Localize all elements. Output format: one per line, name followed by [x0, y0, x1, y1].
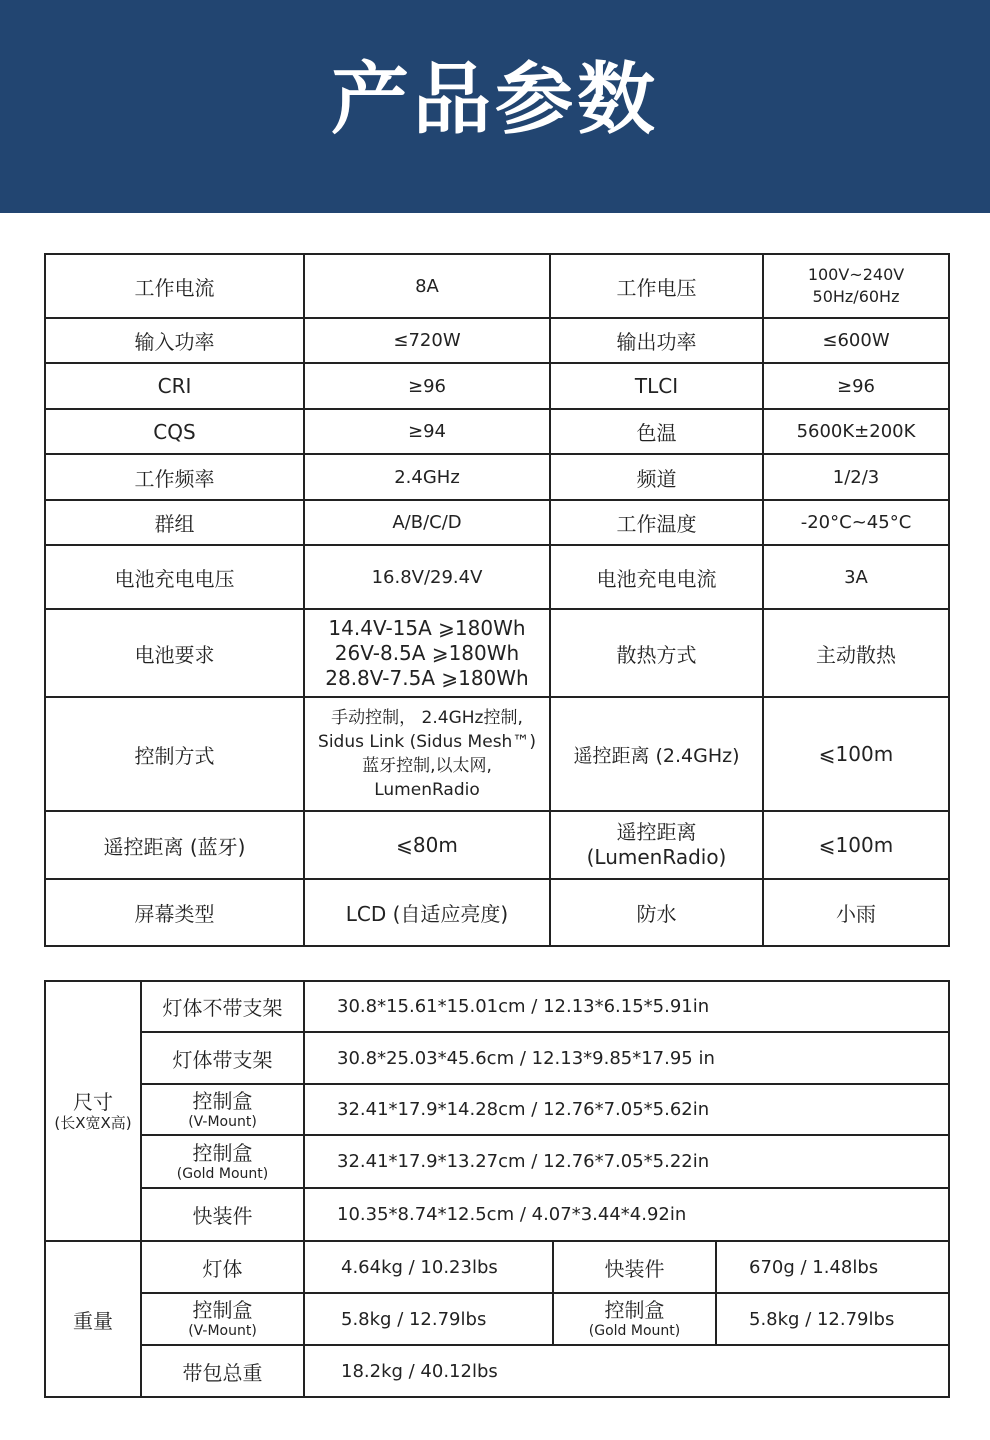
- label-line: (LumenRadio): [586, 845, 727, 869]
- param-value: [304, 697, 550, 811]
- weight-item-value: 5.8kg / 12.79lbs: [304, 1293, 553, 1345]
- param-label: 电池充电电压: [45, 545, 304, 609]
- param-label: 遥控距离 (2.4GHz): [550, 697, 763, 811]
- param-value: A/B/C/D: [304, 500, 550, 545]
- table-row: [45, 254, 949, 318]
- value-line: Sidus Link (Sidus Mesh™): [318, 732, 536, 752]
- size-item-label: [141, 1084, 304, 1135]
- weight-item-value: 5.8kg / 12.79lbs: [716, 1293, 949, 1345]
- param-label: 屏幕类型: [45, 879, 304, 946]
- param-value: ≤600W: [763, 318, 949, 363]
- value-line: 50Hz/60Hz: [812, 287, 900, 306]
- table-row: [45, 454, 949, 500]
- weight-item-label: 快装件: [553, 1241, 716, 1293]
- value-line: 14.4V-15A ⩾180Wh: [328, 615, 526, 640]
- param-label: CQS: [45, 409, 304, 454]
- table-row: [45, 1188, 949, 1241]
- value-line: 手动控制， 2.4GHz控制,: [331, 708, 523, 728]
- param-label: 防水: [550, 879, 763, 946]
- param-label: 工作温度: [550, 500, 763, 545]
- param-label: 工作频率: [45, 454, 304, 500]
- weight-item-label: [141, 1293, 304, 1345]
- size-item-value: 30.8*15.61*15.01cm / 12.13*6.15*5.91in: [304, 981, 949, 1032]
- value-line: 100V~240V: [807, 265, 905, 284]
- label-main: 控制盒: [604, 1298, 665, 1322]
- label-sub: (Gold Mount): [176, 1165, 269, 1182]
- param-value: ≥96: [763, 363, 949, 409]
- table-row: [45, 811, 949, 879]
- label-sub: (V-Mount): [188, 1113, 257, 1130]
- param-value: 3A: [763, 545, 949, 609]
- table-row: [45, 363, 949, 409]
- page-title: 产品参数: [330, 55, 659, 145]
- param-value: ⩽80m: [304, 811, 550, 879]
- param-value: ⩽100m: [763, 697, 949, 811]
- table-row: [45, 500, 949, 545]
- param-label: 散热方式: [550, 609, 763, 697]
- weight-item-label: 灯体: [141, 1241, 304, 1293]
- param-label: 工作电流: [45, 254, 304, 318]
- table-row: [45, 697, 949, 811]
- size-item-label: [141, 1135, 304, 1188]
- param-value: 小雨: [763, 879, 949, 946]
- size-group-label: [45, 981, 141, 1241]
- param-value: 8A: [304, 254, 550, 318]
- table-row: [45, 981, 949, 1032]
- size-item-value: 10.35*8.74*12.5cm / 4.07*3.44*4.92in: [304, 1188, 949, 1241]
- table-row: [45, 1241, 949, 1293]
- param-label: 输出功率: [550, 318, 763, 363]
- table-row: [45, 1135, 949, 1188]
- weight-item-label: [553, 1293, 716, 1345]
- table-row: [45, 609, 949, 697]
- group-subtitle: (长X宽X高): [54, 1114, 132, 1132]
- param-value: [763, 254, 949, 318]
- param-value: 16.8V/29.4V: [304, 545, 550, 609]
- param-label: 电池充电电流: [550, 545, 763, 609]
- size-item-label: 灯体带支架: [141, 1032, 304, 1084]
- param-value: 2.4GHz: [304, 454, 550, 500]
- param-value: 主动散热: [763, 609, 949, 697]
- param-value: ⩽100m: [763, 811, 949, 879]
- param-value: ≥94: [304, 409, 550, 454]
- label-sub: (Gold Mount): [588, 1323, 681, 1339]
- header-banner: [0, 0, 990, 213]
- param-label: 输入功率: [45, 318, 304, 363]
- param-value: ≥96: [304, 363, 550, 409]
- label-main: 控制盒: [192, 1088, 253, 1113]
- table-row: [45, 879, 949, 946]
- size-item-label: 灯体不带支架: [141, 981, 304, 1032]
- group-title: 尺寸: [73, 1090, 113, 1114]
- label-main: 控制盒: [192, 1298, 253, 1322]
- param-value: LCD (自适应亮度): [304, 879, 550, 946]
- value-line: LumenRadio: [374, 780, 480, 800]
- table-row: [45, 545, 949, 609]
- param-label: 工作电压: [550, 254, 763, 318]
- table-row: [45, 1345, 949, 1397]
- weight-item-label: 带包总重: [141, 1345, 304, 1397]
- param-label: 色温: [550, 409, 763, 454]
- spec-table: [44, 253, 950, 947]
- param-value: -20°C~45°C: [763, 500, 949, 545]
- weight-group-label: 重量: [45, 1241, 141, 1397]
- param-value: 1/2/3: [763, 454, 949, 500]
- size-item-label: 快装件: [141, 1188, 304, 1241]
- param-label: 控制方式: [45, 697, 304, 811]
- weight-item-value: 4.64kg / 10.23lbs: [304, 1241, 553, 1293]
- table-row: [45, 409, 949, 454]
- label-line: 遥控距离: [616, 820, 697, 844]
- value-line: 28.8V-7.5A ⩾180Wh: [325, 665, 529, 690]
- param-label: 群组: [45, 500, 304, 545]
- value-line: 26V-8.5A ⩾180Wh: [334, 640, 520, 665]
- param-value: 5600K±200K: [763, 409, 949, 454]
- dimension-weight-table: [44, 980, 950, 1398]
- table-row: [45, 1032, 949, 1084]
- param-label: 遥控距离 (蓝牙): [45, 811, 304, 879]
- param-label: 电池要求: [45, 609, 304, 697]
- table-row: [45, 1293, 949, 1345]
- label-main: 控制盒: [192, 1140, 253, 1165]
- table-row: [45, 318, 949, 363]
- value-line: 蓝牙控制,以太网,: [362, 756, 492, 776]
- param-label: CRI: [45, 363, 304, 409]
- size-item-value: 30.8*25.03*45.6cm / 12.13*9.85*17.95 in: [304, 1032, 949, 1084]
- param-label: [550, 811, 763, 879]
- weight-item-value: 18.2kg / 40.12lbs: [304, 1345, 949, 1397]
- param-label: TLCI: [550, 363, 763, 409]
- table-row: [45, 1084, 949, 1135]
- weight-item-value: 670g / 1.48lbs: [716, 1241, 949, 1293]
- param-value: [304, 609, 550, 697]
- size-item-value: 32.41*17.9*14.28cm / 12.76*7.05*5.62in: [304, 1084, 949, 1135]
- size-item-value: 32.41*17.9*13.27cm / 12.76*7.05*5.22in: [304, 1135, 949, 1188]
- label-sub: (V-Mount): [188, 1323, 257, 1339]
- param-label: 频道: [550, 454, 763, 500]
- param-value: ≤720W: [304, 318, 550, 363]
